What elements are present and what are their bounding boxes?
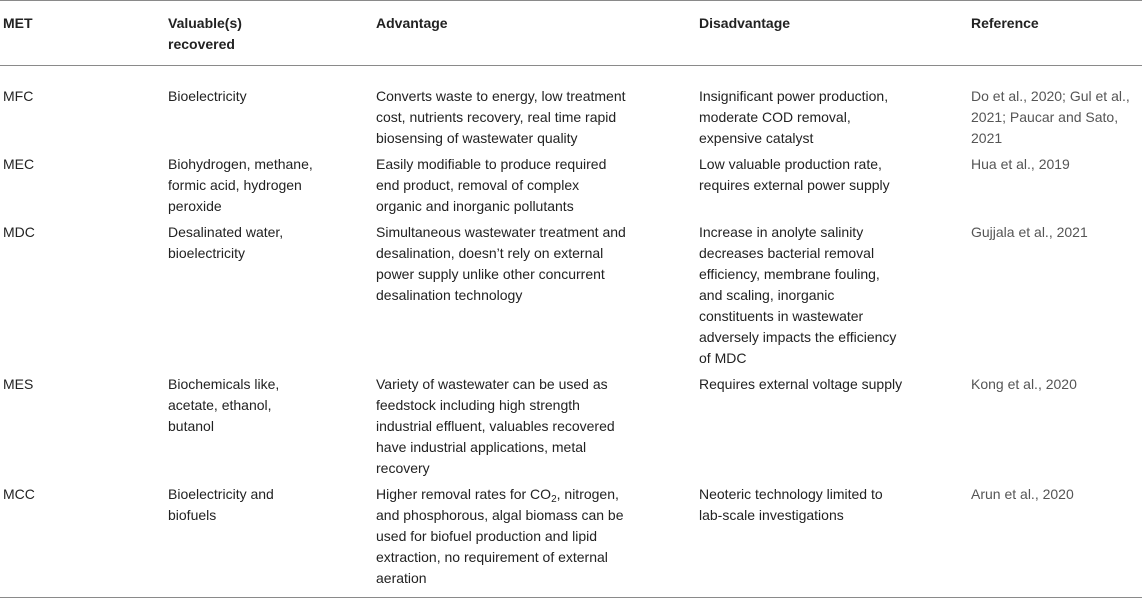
cell-disadvantage: Neoteric technology limited to lab-scale investigations [699,486,883,523]
cell-reference: Arun et al., 2020 [971,486,1074,502]
header-row [0,1,1142,66]
table-body [0,66,1142,598]
cell-valuables: Biochemicals like, acetate, ethanol, butanol [168,376,280,434]
cell-met: MEC [3,156,35,172]
cell-reference: Kong et al., 2020 [971,376,1077,392]
cell-reference: Do et al., 2020; Gul et al., 2021; Paucar and Sato, 2021 [971,88,1130,146]
table-row [0,66,1142,155]
cell-advantage: Simultaneous wastewater treatment and desalination, doesn’t rely on external power supply unlike other concurrent desalination technology [376,224,626,303]
cell-disadvantage: Increase in anolyte salinity decreases bacterial removal efficiency, membrane fouling, and scaling, inorganic constituents in wastewater adversely impacts the efficiency of MDC [699,224,897,366]
header-reference: Reference [971,15,1039,31]
cell-advantage: Variety of wastewater can be used as feedstock including high strength industrial effluent, valuables recovered have industrial applications, metal recovery [376,376,615,476]
cell-valuables: Biohydrogen, methane, formic acid, hydrogen peroxide [168,156,313,214]
cell-met: MFC [3,88,34,104]
cell-valuables: Bioelectricity and biofuels [168,486,274,523]
cell-disadvantage: Insignificant power production, moderate COD removal, expensive catalyst [699,88,889,146]
header-met: MET [3,15,33,31]
cell-disadvantage: Low valuable production rate, requires external power supply [699,156,890,193]
cell-valuables: Desalinated water, bioelectricity [168,224,284,261]
cell-advantage: Converts waste to energy, low treatment cost, nutrients recovery, real time rapid biosensing of wastewater quality [376,88,626,146]
cell-disadvantage: Requires external voltage supply [699,376,903,392]
header-valuables: Valuable(s) recovered [168,15,242,52]
table-header [0,1,1142,66]
cell-met: MES [3,376,34,392]
cell-met: MCC [3,486,35,502]
table-row [0,222,1142,374]
header-disadvantage: Disadvantage [699,15,791,31]
cell-reference: Gujjala et al., 2021 [971,224,1088,240]
table-row [0,154,1142,222]
table-row [0,484,1142,598]
cell-reference: Hua et al., 2019 [971,156,1070,172]
cell-advantage: Easily modifiable to produce required end product, removal of complex organic and inorganic pollutants [376,156,607,214]
cell-advantage: Higher removal rates for $CO_2$, nitrogen, and phosphorous, algal biomass can be used for biofuel production and lipid extraction, no requirement of external aeration [376,486,624,586]
table-row [0,374,1142,484]
cell-met: MDC [3,224,35,240]
cell-valuables: Bioelectricity [168,88,247,104]
header-advantage: Advantage [376,15,448,31]
